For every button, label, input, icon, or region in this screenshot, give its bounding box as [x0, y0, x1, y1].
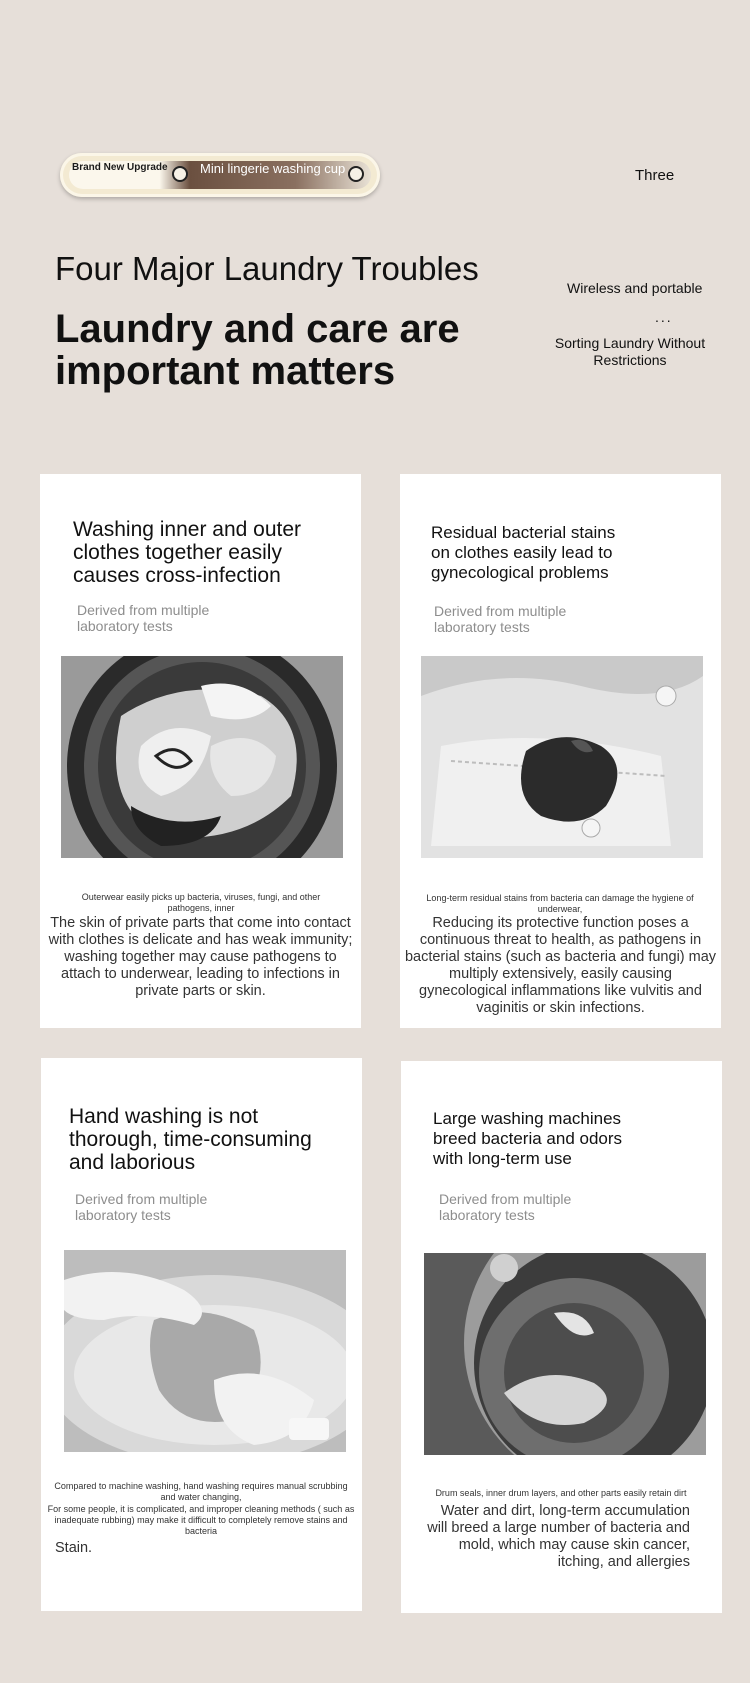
card-note: Outerwear easily picks up bacteria, viruses, fungi, and other pathogens, inner: [81, 892, 321, 913]
card-source-line: laboratory tests: [77, 618, 173, 634]
card-title-line: with long-term use: [433, 1149, 572, 1168]
card-source-line: laboratory tests: [439, 1207, 535, 1223]
card-title-line: breed bacteria and odors: [433, 1129, 623, 1148]
page-title: [55, 308, 460, 392]
trouble-card: [401, 1061, 722, 1613]
card-title-line: Residual bacterial stains: [431, 523, 616, 542]
trouble-card: [40, 474, 361, 1028]
washing-machine-drum-photo: [424, 1253, 706, 1455]
badge-right-label: Mini lingerie washing cup: [200, 161, 346, 176]
card-body: Stain.: [55, 1540, 93, 1556]
card-title-line: Hand washing is not: [69, 1105, 259, 1128]
card-title-line: gynecological problems: [431, 563, 609, 582]
card-title: [431, 523, 615, 583]
stained-shirt-photo: [421, 656, 703, 858]
card-title: [433, 1109, 622, 1169]
card-source-line: Derived from multiple: [75, 1191, 208, 1207]
card-source-line: Derived from multiple: [439, 1191, 572, 1207]
card-source: [75, 1191, 207, 1223]
page-title-line: Laundry and care are: [55, 307, 460, 351]
card-title-line: and laborious: [69, 1151, 196, 1174]
card-note: Compared to machine washing, hand washing requires manual scrubbing and water changing,: [54, 1481, 348, 1502]
top-right-label: Three: [635, 167, 675, 184]
card-title-line: Large washing machines: [433, 1109, 622, 1128]
card-source-line: laboratory tests: [75, 1207, 171, 1223]
card-body-line: Water and dirt, long-term accumulation: [440, 1503, 690, 1519]
upgrade-badge: [60, 153, 380, 197]
card-title-line: thorough, time-consuming: [69, 1128, 312, 1151]
hand-washing-photo: [64, 1250, 346, 1452]
card-source: [434, 603, 566, 635]
badge-dot-icon: [348, 166, 364, 182]
card-title-line: on clothes easily lead to: [431, 543, 613, 562]
card-title-line: causes cross-infection: [73, 564, 281, 587]
feature-wireless: Wireless and portable: [567, 280, 703, 296]
card-body-line: will breed a large number of bacteria and: [427, 1520, 690, 1536]
trouble-card: [400, 474, 721, 1028]
card-note-detail: For some people, it is complicated, and improper cleaning methods ( such as inadequate rubbing) may make it difficult to completely remove stains and bacteria: [47, 1504, 355, 1536]
card-title: [73, 518, 301, 587]
trouble-card: [41, 1058, 362, 1611]
card-source-line: Derived from multiple: [77, 602, 210, 618]
card-body-line: mold, which may cause skin cancer,: [458, 1537, 690, 1553]
card-source: [439, 1191, 571, 1223]
card-title: [69, 1105, 312, 1174]
card-body: Reducing its protective function poses a continuous threat to health, as pathogens in bacterial stains (such as bacteria and fungi) may multiply extensively, easily causing gynecological inflammations like vulvitis and vaginitis or skin infections.: [404, 915, 717, 1016]
card-body-line: itching, and allergies: [557, 1554, 690, 1570]
card-body: The skin of private parts that come into contact with clothes is delicate and has weak immunity; washing together may cause pathogens to attach to underwear, leading to infections in private parts or skin.: [48, 915, 353, 999]
badge-left-label: Brand New Upgrade: [72, 162, 168, 173]
card-title-line: clothes together easily: [73, 541, 282, 564]
card-body: [405, 1503, 690, 1571]
feature-separator: ...: [655, 309, 673, 325]
card-note: Long-term residual stains from bacteria can damage the hygiene of underwear,: [426, 893, 694, 914]
card-note: Drum seals, inner drum layers, and other parts easily retain dirt: [435, 1488, 687, 1498]
washing-drum-photo: [61, 656, 343, 858]
card-source-line: Derived from multiple: [434, 603, 567, 619]
card-title-line: Washing inner and outer: [73, 518, 302, 541]
card-source: [77, 602, 209, 634]
badge-dot-icon: [172, 166, 188, 182]
page-title-line: important matters: [55, 349, 396, 393]
feature-sorting: Sorting Laundry Without Restrictions: [554, 335, 706, 368]
card-source-line: laboratory tests: [434, 619, 530, 635]
page-subtitle: Four Major Laundry Troubles: [55, 250, 479, 287]
